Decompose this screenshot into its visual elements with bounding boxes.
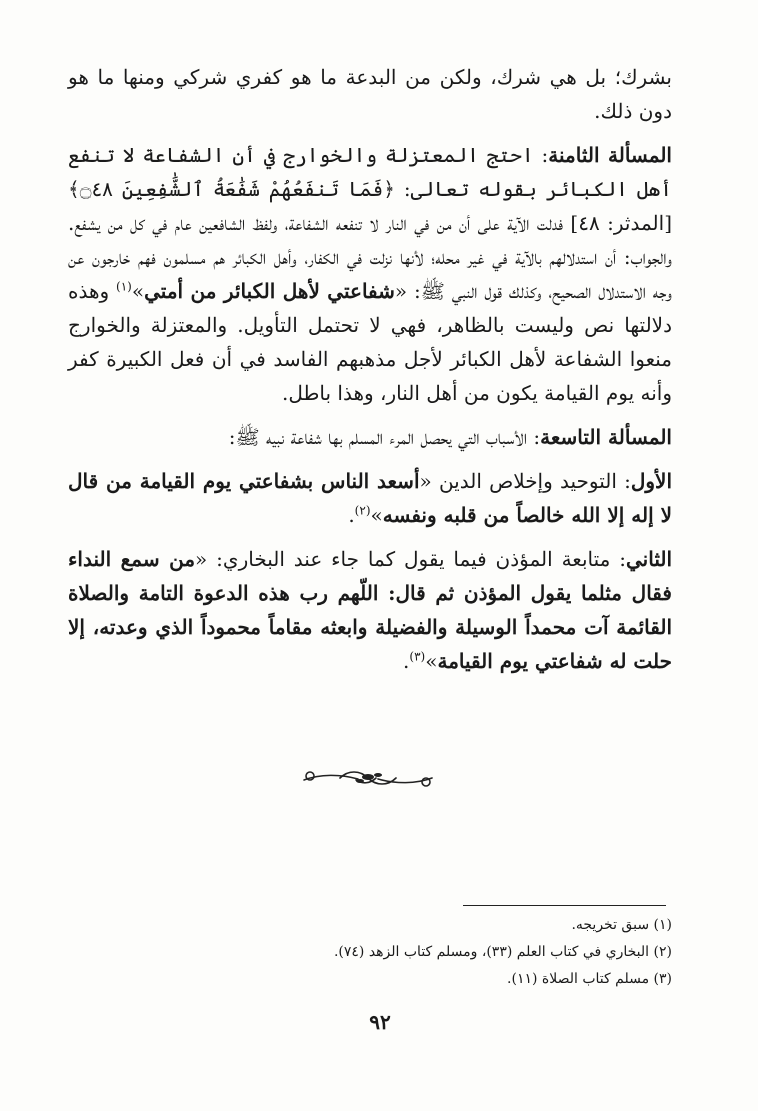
footnote-ref-2[interactable]: (٢) — [354, 503, 371, 518]
footnote-text: سبق تخريجه. — [571, 917, 650, 933]
paragraph-eighth-issue — [68, 138, 672, 410]
ninth-issue-heading: المسألة التاسعة — [540, 425, 672, 449]
eighth-issue-hadith: شفاعتي لأهل الكبائر من أمتي — [144, 279, 395, 303]
first-cause-heading: الأول — [630, 469, 672, 493]
second-cause-text-a: : متابعة المؤذن فيما يقول كما جاء عند البخاري: « — [195, 547, 626, 571]
footnote-ref-3[interactable]: (٣) — [409, 649, 426, 664]
ninth-issue-text: : الأسباب التي يحصل المرء المسلم بها شفاعة نبيه ﷺ: — [228, 425, 541, 449]
eighth-issue-text-b: » — [131, 279, 145, 303]
footnote-number: (٢) — [653, 944, 672, 960]
footnote-text: مسلم كتاب الصلاة (١١). — [507, 971, 650, 987]
footnote-2 — [68, 939, 672, 966]
first-cause-hadith: أسعد الناس بشفاعتي يوم القيامة من قال لا إله إلا الله خالصاً من قلبه ونفسه — [68, 469, 672, 527]
floral-divider-icon — [300, 764, 436, 794]
paragraph-second-cause — [68, 542, 672, 678]
footnote-number: (٣) — [653, 971, 672, 987]
footnote-1 — [68, 912, 672, 939]
page-body — [68, 60, 672, 688]
page-number: ٩٢ — [369, 1010, 391, 1034]
eighth-issue-text-c: وهذه دلالتها نص وليست بالظاهر، فهي لا تحتمل التأويل. والمعتزلة والخوارج منعوا الشفاعة لأهل الكبائر لأجل مذهبهم الفاسد في أن فعل الكبيرة كفر وأنه يوم القيامة يكون من أهل النار، وهذا باطل. — [68, 279, 672, 405]
footnote-number: (١) — [653, 917, 672, 933]
eighth-issue-text-a: : احتج المعتزلة والخوارج في أن الشفاعة لا تنفع أهل الكبائر بقوله تعالى: ﴿فَمَا تَنفَعُهُمْ شَفَٰعَةُ ٱلشَّٰفِعِينَ ۝٤٨﴾ [المدثر: ٤٨] فدلت الآية على أن من في النار لا تنفعه الشفاعة، ولفظ الشافعين عام في كل من يشفع. والجواب: أن استدلالهم بالآية في غير محله؛ لأنها نزلت في الكفار، وأهل الكبائر هم مسلمون فهم خارجون عن وجه الاستدلال الصحيح، وكذلك قول النبي ﷺ: « — [68, 143, 673, 303]
footnotes — [68, 912, 672, 993]
eighth-issue-heading: المسألة الثامنة — [548, 143, 672, 167]
footnote-ref-1[interactable]: (١) — [116, 279, 132, 294]
paragraph-first-cause — [68, 464, 672, 532]
second-cause-heading: الثاني — [625, 547, 672, 571]
footnote-separator — [463, 905, 666, 906]
second-cause-end: . — [403, 649, 410, 673]
first-cause-end: . — [348, 503, 355, 527]
second-cause-hadith: من سمع النداء فقال مثلما يقول المؤذن ثم قال: اللّهم رب هذه الدعوة التامة والصلاة القائمة آت محمداً الوسيلة والفضيلة وابعثه مقاماً محموداً الذي وعدته، إلا حلت له شفاعتي يوم القيامة — [68, 547, 672, 673]
first-cause-text-a: : التوحيد وإخلاص الدين « — [419, 469, 631, 493]
paragraph-intro — [68, 60, 672, 128]
first-cause-text-b: » — [370, 503, 383, 527]
paragraph-ninth-issue — [68, 420, 672, 454]
footnote-3 — [68, 966, 672, 993]
second-cause-text-b: » — [425, 649, 438, 673]
footnote-text: البخاري في كتاب العلم (٣٣)، ومسلم كتاب الزهد (٧٤). — [333, 944, 650, 960]
paragraph-intro-text: بشرك؛ بل هي شرك، ولكن من البدعة ما هو كفري شركي ومنها ما هو دون ذلك. — [68, 65, 672, 123]
